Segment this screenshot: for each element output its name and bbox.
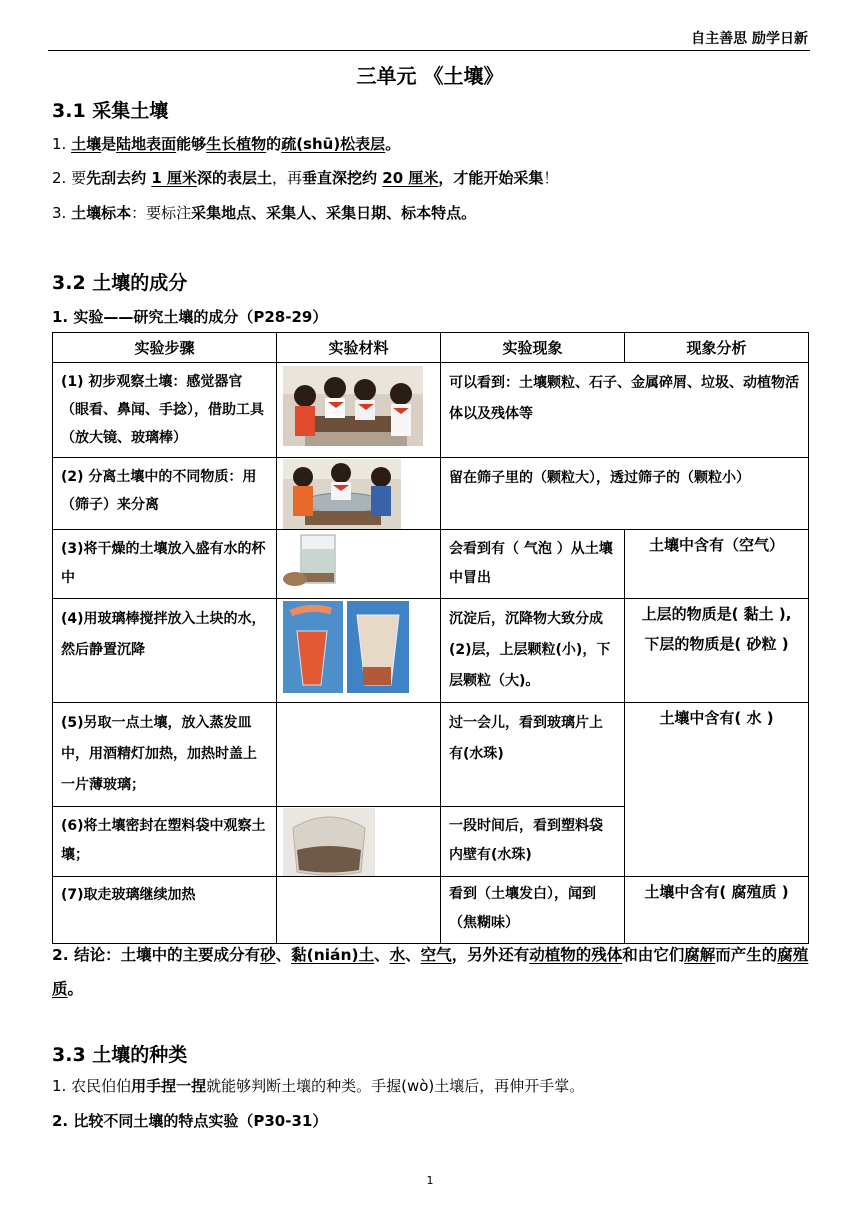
section-heading-3-3: 3.3 土壤的种类 — [52, 1044, 188, 1066]
analysis-4-upper: 上层的物质是( 黏土 ), — [641, 605, 792, 623]
analysis-7: 土壤中含有( 腐殖质 ) — [625, 877, 809, 944]
col-header-steps: 实验步骤 — [53, 333, 277, 363]
photo-children-sieving-soil — [283, 459, 401, 529]
experiment-table — [52, 332, 809, 944]
table-row — [53, 877, 809, 944]
analysis-4-lower: 下层的物质是( 砂粒 ) — [644, 635, 789, 653]
col-header-materials: 实验材料 — [277, 333, 441, 363]
step-7: (7)取走玻璃继续加热 — [61, 887, 196, 903]
s33-line-2: 2. 比较不同土壤的特点实验（P30-31） — [52, 1112, 328, 1130]
s33-line-1: 1. 农民伯伯用手捏一捏就能够判断土壤的种类。手握(wò)土壤后，再伸开手掌。 — [52, 1077, 585, 1095]
phenomenon-6: 一段时间后，看到塑料袋内壁有(水珠) — [449, 818, 603, 863]
analysis-5-6: 土壤中含有( 水 ) — [625, 703, 809, 877]
page-number: 1 — [426, 1174, 434, 1187]
table-header-row — [53, 333, 809, 363]
table-row — [53, 363, 809, 458]
s31-line-1: 1. 土壤是陆地表面能够生长植物的疏(shū)松表层。 — [52, 135, 401, 153]
phenomenon-7: 看到（土壤发白），闻到（焦糊味） — [449, 886, 596, 931]
col-header-analysis: 现象分析 — [625, 333, 809, 363]
photo-soil-in-water-cup — [283, 531, 343, 587]
table-row — [53, 530, 809, 599]
step-3: (3)将干燥的土壤放入盛有水的杯中 — [61, 541, 266, 586]
page-title: 三单元 《土壤》 — [356, 64, 504, 88]
step-2: (2) 分离土壤中的不同物质：用（筛子）来分离 — [61, 469, 257, 513]
phenomenon-3: 会看到有（ 气泡 ）从土壤中冒出 — [449, 541, 613, 586]
phenomenon-1: 可以看到：土壤颗粒、石子、金属碎屑、垃圾、动植物活体以及残体等 — [449, 375, 799, 422]
phenomenon-2: 留在筛子里的（颗粒大），透过筛子的（颗粒小） — [449, 470, 750, 486]
section-heading-3-2: 3.2 土壤的成分 — [52, 272, 188, 294]
table-row — [53, 599, 809, 703]
experiment-subheading: 1. 实验——研究土壤的成分（P28-29） — [52, 308, 328, 326]
s31-line-3: 3. 土壤标本：要标注采集地点、采集人、采集日期、标本特点。 — [52, 204, 477, 222]
photo-soil-in-plastic-bag — [283, 808, 375, 876]
table-row — [53, 458, 809, 530]
phenomenon-4: 沉淀后，沉降物大致分成(2)层，上层颗粒(小)，下层颗粒（大)。 — [449, 611, 611, 689]
table-row — [53, 703, 809, 807]
section-heading-3-1: 3.1 采集土壤 — [52, 100, 169, 122]
step-5: (5)另取一点土壤，放入蒸发皿中，用酒精灯加热，加热时盖上一片薄玻璃； — [61, 715, 257, 793]
photo-stirring-and-settling — [283, 601, 409, 693]
phenomenon-5: 过一会儿，看到玻璃片上有(水珠) — [449, 715, 603, 762]
header-motto: 自主善思 励学日新 — [691, 31, 808, 47]
conclusion: 2. 结论：土壤中的主要成分有砂、黏(nián)土、水、空气，另外还有动植物的残体和由它们腐解而产生的腐殖质。 — [52, 946, 809, 998]
analysis-3: 土壤中含有（空气） — [625, 530, 809, 599]
analysis-4 — [625, 599, 809, 703]
step-1: (1) 初步观察土壤：感觉器官（眼看、鼻闻、手捻），借助工具（放大镜、玻璃棒） — [61, 374, 264, 446]
photo-children-observing-soil — [283, 366, 423, 446]
step-4: (4)用玻璃棒搅拌放入土块的水，然后静置沉降 — [61, 611, 266, 658]
s31-line-2: 2. 要先刮去约 1 厘米深的表层土，再垂直深挖约 20 厘米，才能开始采集！ — [52, 169, 559, 187]
step-6: (6)将土壤密封在塑料袋中观察土壤； — [61, 818, 266, 863]
col-header-phenomena: 实验现象 — [441, 333, 625, 363]
header-rule — [48, 50, 810, 51]
